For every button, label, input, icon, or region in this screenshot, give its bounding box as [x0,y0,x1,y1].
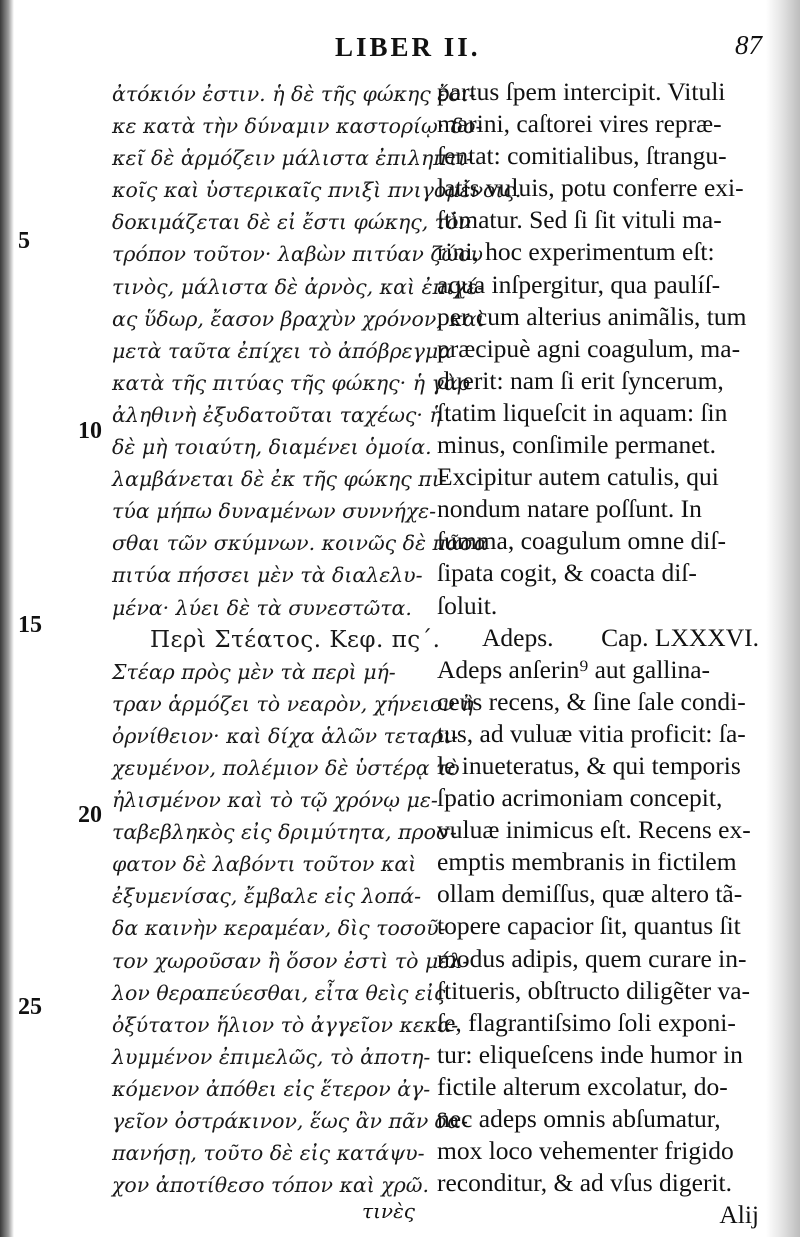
greek-line: ταβεβληκὸς εἰς δριμύτητα, προσ- [112,820,457,845]
latin-line: ſentat: comitialibus, ſtrangu- [437,141,727,171]
latin-line: tus, ad vuluæ vitia proficit: ſa- [437,718,746,748]
greek-catchword: τινὲς [362,1199,415,1223]
latin-line: vuluæ inimicus eſt. Recens ex- [437,815,751,845]
greek-line: ἀληθινὴ ἐξυδατοῦται ταχέως· ἡ [112,402,442,427]
latin-line: ſumma, coagulum omne diſ- [437,526,726,556]
greek-line: ὀξύτατον ἥλιον τὸ ἀγγεῖον κεκα- [112,1012,459,1037]
latin-line: ſtatim liqueſcit in aquam: ſin [437,397,728,427]
heading-title: Adeps. [482,622,554,652]
greek-line: τραν ἁρμόζει τὸ νεαρὸν, χήνειον ἢ [112,691,474,716]
latin-line: ſtimatur. Sed ſi ſit vituli ma- [437,205,722,235]
latin-chapter-heading [437,622,767,654]
greek-line: ἠλισμένον καὶ τὸ τῷ χρόνῳ με- [112,788,438,813]
greek-line: κε κατὰ τὴν δύναμιν καστορίῳ· δο- [112,114,483,139]
latin-line: Excipitur autem catulis, qui [437,462,719,492]
heading-chapter: Cap. LXXXVI. [601,622,759,652]
page-number: 87 [735,30,762,60]
latin-line: latis vuluis, potu conferre exi- [437,173,744,203]
latin-catchword: Alij [719,1200,759,1230]
margin-line-number: 15 [18,612,42,638]
latin-line: aqua inſpergitur, qua paulíſ- [437,269,721,299]
greek-line: κόμενον ἀπόθει εἰς ἕτερον ἀγ- [112,1076,431,1101]
greek-line: λον θεραπεύεσθαι, εἶτα θεὶς εἰς [112,980,446,1005]
latin-line: fictile alterum excolatur, do- [437,1071,728,1101]
running-title: LIBER II. [335,32,481,62]
margin-line-number: 10 [78,418,102,444]
latin-line: ſoluit. [437,590,498,620]
greek-line: δοκιμάζεται δὲ εἰ ἔστι φώκης, τὸν [112,210,471,235]
greek-line: πιτύα πήσσει μὲν τὰ διαλελυ- [112,563,423,588]
latin-line: per cum alterius animãlis, tum [437,301,747,331]
margin-line-number: 20 [78,802,102,828]
greek-line: γεῖον ὀστράκινον, ἕως ἂν πᾶν δα- [112,1109,468,1133]
greek-line: κεῖ δὲ ἁρμόζειν μάλιστα ἐπιληπτι- [112,146,474,171]
margin-line-number: 5 [18,228,30,254]
greek-line: ὀρνίθειον· καὶ δίχα ἁλῶν τεταρι- [112,723,459,748]
greek-chapter-heading: Περὶ Στέατος. Κεφ. πς΄. [150,626,441,653]
latin-line: ollam demiſſus, quæ altero tã- [437,879,743,909]
greek-line: Στέαρ πρὸς μὲν τὰ περὶ μή- [112,659,396,684]
greek-line: μετὰ ταῦτα ἐπίχει τὸ ἀπόβρεγμα [112,338,453,363]
latin-line: modus adipis, quem curare in- [437,943,747,973]
greek-line: δα καινὴν κεραμέαν, δὶς τοσοῦ- [112,916,446,941]
greek-line: χον ἀποτίθεσο τόπον καὶ χρῶ. [112,1173,429,1198]
greek-line: τον χωροῦσαν ἢ ὅσον ἐστὶ τὸ μέλ- [112,948,470,973]
greek-line: χευμένον, πολέμιον δὲ ὑστέρᾳ τὸ [112,755,460,780]
latin-line: emptis membranis in fictilem [437,847,737,877]
greek-line: κοῖς καὶ ὑστερικαῖς πνιξὶ πνιγομένοις. [112,178,522,203]
latin-line: ſipata cogit, & coacta diſ- [437,558,697,588]
latin-text-column [437,76,767,1231]
greek-line: λυμμένον ἐπιμελῶς, τὸ ἀποτη- [112,1044,431,1069]
latin-line: ſpatio acrimoniam concepit, [437,783,723,813]
latin-line: præcipuè agni coagulum, ma- [437,333,741,363]
latin-line: duerit: nam ſi erit ſyncerum, [437,365,724,395]
latin-line: ſe, flagrantiſsimo ſoli exponi- [437,1007,736,1037]
greek-line: τύα μήπω δυναμένων συννήχε- [112,499,437,524]
latin-line: minus, conſimile permanet. [437,430,717,460]
book-spine-shadow [0,0,14,1237]
greek-line: ας ὕδωρ, ἔασον βραχὺν χρόνον, καὶ [112,306,485,331]
greek-line: τινὸς, μάλιστα δὲ ἀρνὸς, καὶ ἐπιχέ- [112,274,485,299]
latin-line: reconditur, & ad vſus digerit. [437,1168,732,1198]
latin-line: Adeps anſerin⁹ aut gallina- [437,654,711,684]
latin-line: mox loco vehementer frigido [437,1136,734,1166]
latin-line: tur: eliqueſcens inde humor in [437,1039,743,1069]
greek-line: ἀτόκιόν ἐστιν. ἡ δὲ τῆς φώκης ἔοι- [112,82,476,106]
latin-line: nec adeps omnis abſumatur, [437,1104,721,1133]
latin-line: nondum natare poſſunt. In [437,494,702,524]
greek-line: ἐξυμενίσας, ἔμβαλε εἰς λοπά- [112,884,422,909]
greek-line: σθαι τῶν σκύμνων. κοινῶς δὲ πᾶσα [112,531,488,556]
greek-line: φατον δὲ λαβόντι τοῦτον καὶ [112,852,417,877]
greek-line: λαμβάνεται δὲ ἐκ τῆς φώκης πι- [112,467,447,492]
greek-line: κατὰ τῆς πιτύας τῆς φώκης· ἡ γὰρ [112,370,470,395]
latin-line: le inueteratus, & qui temporis [437,750,741,780]
margin-line-number: 25 [18,994,42,1020]
page-header [0,28,800,68]
latin-line: rini, hoc experimentum eſt: [437,237,715,267]
greek-line: μένα· λύει δὲ τὰ συνεστῶτα. [112,595,412,620]
greek-line: πανήσῃ, τοῦτο δὲ εἰς κατάψυ- [112,1141,425,1166]
latin-line: partus ſpem intercipit. Vituli [437,77,726,106]
latin-line: ceus recens, & ſine ſale condi- [437,686,746,716]
greek-line: τρόπον τοῦτον· λαβὼν πιτύαν ζώου [112,242,484,267]
latin-line: topere capacior ſit, quantus ſit [437,911,741,941]
latin-line: marini, caſtorei vires repræ- [437,109,722,139]
latin-line: ſtitueris, obſtructo diligẽter va- [437,975,750,1005]
page-edge-shadow [766,0,800,1237]
greek-line: δὲ μὴ τοιαύτη, διαμένει ὁμοία. [112,435,432,460]
